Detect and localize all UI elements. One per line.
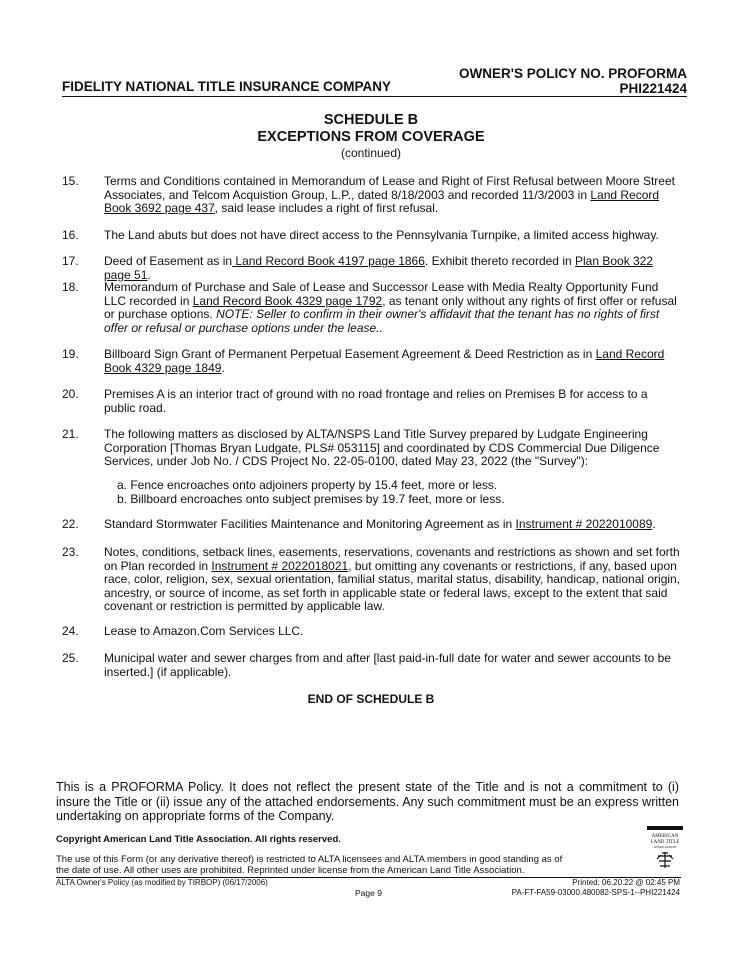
text-part: Deed of Easement as in	[104, 254, 233, 268]
policy-number	[459, 66, 687, 96]
svg-text:ASSOCIATION: ASSOCIATION	[653, 845, 677, 849]
end-of-schedule: END OF SCHEDULE B	[307, 692, 435, 706]
form-name: ALTA Owner's Policy (as modified by TIRBOP) (06/17/2006)	[56, 878, 268, 887]
item-text	[104, 175, 682, 216]
survey-item-a: a. Fence encroaches onto adjoiners property by 15.4 feet, more or less.	[117, 478, 498, 492]
record-reference: Instrument # 2022010089	[515, 517, 653, 531]
record-reference: Land Record Book 4197 page 1866	[232, 254, 425, 268]
continued-label: (continued)	[340, 146, 402, 160]
item-number: 23.	[62, 545, 79, 559]
policy-line-1: OWNER'S POLICY NO. PROFORMA	[459, 66, 687, 81]
text-part: Terms and Conditions contained in Memorandum of Lease and Right of First Refusal between Moore Street Associates, and Telcom Acquistion Group, L.P., dated 8/18/2003 and recorded 11/3/2003 in	[104, 174, 675, 202]
item-text	[104, 255, 682, 282]
usage-restriction: The use of this Form (or any derivative thereof) is restricted to ALTA licensees and ALTA members in good standing as of the date of use. All other uses are prohibited. Reprinted under license from the American Land Title Association.	[56, 854, 563, 876]
item-number: 16.	[62, 228, 79, 242]
seller-note: NOTE: Seller to confirm in their owner's affidavit that the tenant has no rights of first offer or refusal or purchase options under the lease..	[104, 307, 660, 335]
text-part: . Exhibit thereto recorded in	[424, 254, 575, 268]
item-text: The Land abuts but does not have direct access to the Pennsylvania Turnpike, a limited access highway.	[104, 228, 659, 242]
item-text: Lease to Amazon.Com Services LLC.	[104, 624, 304, 638]
text-part: .	[221, 360, 225, 375]
record-reference: Plan Book 322 page 51	[104, 254, 654, 282]
text-part: .	[652, 517, 656, 531]
copyright-notice: Copyright American Land Title Association. All rights reserved.	[56, 834, 341, 845]
schedule-subheading: EXCEPTIONS FROM COVERAGE	[257, 129, 485, 145]
alta-logo	[646, 826, 684, 872]
text-part: Billboard Sign Grant of Permanent Perpetual Easement Agreement & Deed Restriction as in	[104, 347, 596, 361]
policy-line-2: PHI221424	[619, 81, 687, 96]
item-number: 25.	[62, 651, 79, 665]
survey-item-b: b. Billboard encroaches onto subject premises by 19.7 feet, more or less.	[117, 492, 505, 506]
text-part: , as tenant only without any rights of first offer or refusal or purchase options.	[104, 293, 677, 322]
svg-text:AMERICAN: AMERICAN	[651, 834, 679, 839]
item-number: 20.	[62, 387, 79, 401]
record-reference: Land Record Book 3692 page 437	[104, 187, 660, 216]
item-number: 18.	[62, 280, 79, 294]
item-text: Premises A is an interior tract of ground with no road frontage and relies on Premises B for access to a public road.	[104, 387, 648, 415]
text-part: , but omitting any covenants or restrictions, if any, based upon race, color, religion, sex, sexual orientation, familial status, marital status, disability, handicap, national origin, ancestry, or source of income, as set forth in applicable state or federal laws, except to the extent that said covenant or restriction is permitted by applicable law.	[104, 558, 681, 614]
printed-timestamp: Printed: 06.20.22 @ 02:45 PM	[572, 878, 680, 887]
item-number: 24.	[62, 624, 79, 638]
item-number: 15.	[62, 174, 79, 188]
text-part: Notes, conditions, setback lines, easements, reservations, covenants and restrictions as shown and set forth on Plan recorded in	[104, 545, 680, 573]
proforma-notice: This is a PROFORMA Policy. It does not reflect the present state of the Title and is not a commitment to (i) insure the Title or (ii) issue any of the attached endorsements. Any such commitment must be an express written undertaking on appropriate forms of the Company.	[56, 780, 679, 823]
record-reference: Land Record Book 4329 page 1849	[104, 347, 665, 375]
text-part: .	[147, 267, 151, 282]
item-text: The following matters as disclosed by ALTA/NSPS Land Title Survey prepared by Ludgate Engineering Corporation [Thomas Bryan Ludgate, PLS# 053115] and coordinated by CDS Commercial Due Diligence Services, under Job No. / CDS Project No. 22-05-0100, dated May 23, 2022 (the "Survey"):	[104, 427, 660, 469]
text-part: Standard Stormwater Facilities Maintenance and Monitoring Agreement as in	[104, 517, 516, 531]
svg-text:LAND TITLE: LAND TITLE	[650, 840, 680, 845]
item-text	[104, 348, 682, 375]
schedule-title	[0, 112, 742, 146]
item-text	[104, 518, 682, 532]
page-number: Page 9	[355, 888, 382, 898]
record-reference: Instrument # 2022018021	[211, 558, 349, 573]
item-text	[104, 546, 682, 614]
item-text	[104, 281, 682, 335]
file-code: PA-FT-FA59-03000.480082-SPS-1--PHI221424	[511, 887, 680, 897]
company-name: FIDELITY NATIONAL TITLE INSURANCE COMPANY	[62, 79, 392, 94]
item-number: 17.	[62, 254, 79, 268]
text-part: Memorandum of Purchase and Sale of Lease and Successor Lease with Media Realty Opportunity Fund LLC recorded in	[104, 280, 659, 308]
record-reference: Land Record Book 4329 page 1792	[192, 293, 383, 308]
text-part: , said lease includes a right of first refusal.	[214, 201, 439, 216]
header-divider	[62, 96, 687, 97]
item-number: 22.	[62, 517, 79, 531]
item-number: 19.	[62, 347, 79, 361]
print-info	[512, 878, 680, 897]
item-text: Municipal water and sewer charges from and after [last paid-in-full date for water and sewer accounts to be inserted.] (if applicable).	[104, 651, 671, 679]
item-number: 21.	[62, 427, 79, 441]
schedule-heading: SCHEDULE B	[323, 112, 419, 128]
